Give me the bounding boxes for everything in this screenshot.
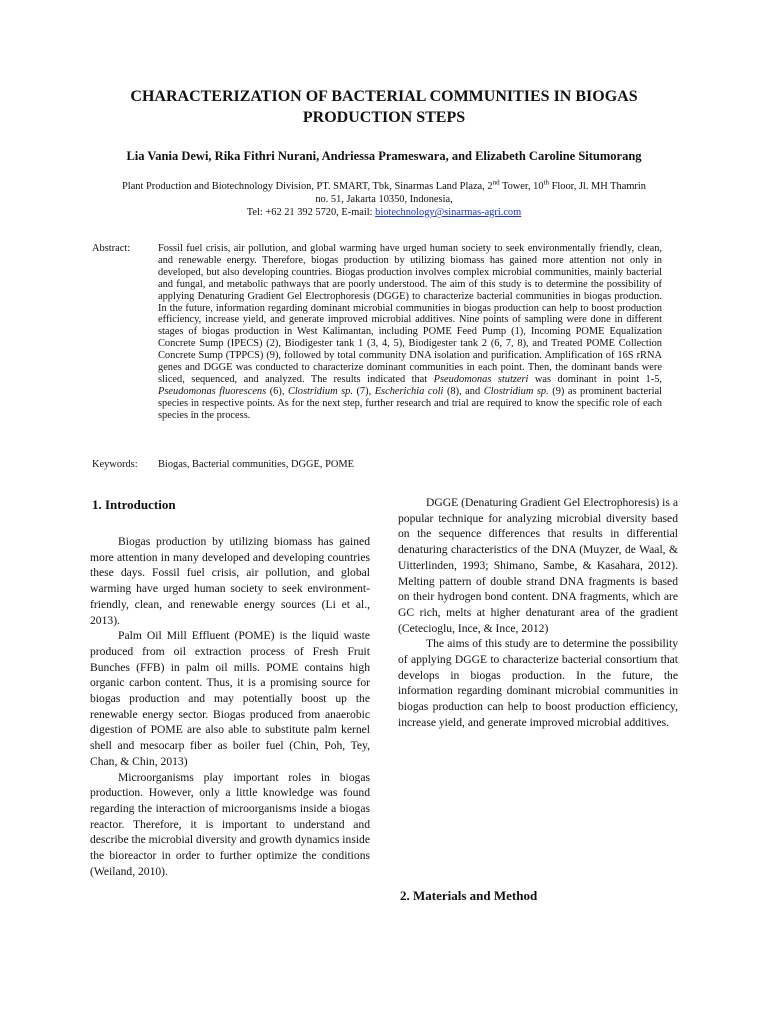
introduction-heading: 1. Introduction <box>92 497 176 512</box>
aims-paragraph: The aims of this study are to determine the possibility of applying DGGE to characterize bacterial consortium that develops in biogas production. In the future, the information regarding dominant microbial communities in biogas production can help to boost production efficiency, increase yield, and generate improved microbial additives. <box>398 637 678 729</box>
paper-title <box>60 86 708 128</box>
email-link[interactable]: biotechnology@sinarmas-agri.com <box>375 207 522 218</box>
keywords-text: Biogas, Bacterial communities, DGGE, POME <box>158 459 354 470</box>
abstract-text: Fossil fuel crisis, air pollution, and global warming have urged human society to seek environmentally friendly, clean, and renewable energy. Therefore, biogas production by utilizing biomass has gained more attention not only in developed, but also developing countries. Biogas production involves complex microbial communities, mainly bacterial and fungal, and metabolic pathways that are poorly understood. The aim of this study is to determine the possibility of applying Denaturing Gradient Gel Electrophoresis (DGGE) to characterize bacterial communities in biogas production. In the future, information regarding dominant microbial communities in biogas production can help to boost production efficiency, increase yield, and generate improved microbial additives. Nine points of sampling were done in different stages of biogas production in West Kalimantan, including POME Feed Pump (1), Incoming POME Equalization Concrete Sump (IPECS) (2), Biodigester tank 1 (3, 4, 5), Biodigester tank 2 (6, 7, 8), and Treated POME Collection Concrete Sump (TPPCS) (9), followed by total community DNA isolation and purification. Amplification of 16S rRNA genes and DGGE was conducted to characterize dominant communities in each point. Then, the dominant bands were sliced, sequenced, and analyzed. The results indicated that Pseudomonas stutzeri was dominant in point 1-5, Pseudomonas fluorescens (6), Clostridium sp. (7), Escherichia coli (8), and Clostridium sp. (9) as prominent bacterial species in respective points. As for the next step, further research and trial are required to know the specific role of each species in the process. <box>158 243 663 421</box>
affiliation-line-2: no. 51, Jakarta 10350, Indonesia, <box>315 194 453 205</box>
title-line-2: PRODUCTION STEPS <box>302 109 466 126</box>
abstract-label: Abstract: <box>92 243 131 254</box>
methods-heading: 2. Materials and Method <box>400 888 538 903</box>
author-list: Lia Vania Dewi, Rika Fithri Nurani, Andriessa Prameswara, and Elizabeth Caroline Situmorang <box>126 149 642 163</box>
affiliation-line-1: Plant Production and Biotechnology Division, PT. SMART, Tbk, Sinarmas Land Plaza, 2nd Tower, 10th Floor, Jl. MH Thamrin <box>122 178 646 192</box>
intro-paragraph-1: Biogas production by utilizing biomass has gained more attention in many developed and developing countries these days. Fossil fuel crisis, air pollution, and global warming have urged human society to seek environment-friendly, clean, and renewable energy sources (Li et al., 2013). <box>90 535 370 627</box>
affiliation <box>86 180 682 219</box>
intro-paragraph-3: Microorganisms play important roles in biogas production. However, only a little knowledge was found regarding the interaction of microorganisms inside a biogas reactor. Therefore, it is important to understand and describe the microbial diversity and growth dynamics inside the bioreactor in order to further optimize the conditions (Weiland, 2010). <box>90 770 370 878</box>
dgge-paragraph: DGGE (Denaturing Gradient Gel Electrophoresis) is a popular technique for analyzing microbial diversity based on the sequence differences that results in differential denaturing characteristics of the DNA (Muyzer, de Waal, & Uitterlinden, 1993; Shimano, Sambe, & Kasahara, 2012). Melting pattern of double strand DNA fragments is based on their hydrogen bond content. DNA fragments, which are GC rich, melts at higher denaturant area of the gradient (Cetecioglu, Ince, & Ince, 2012) <box>398 496 678 635</box>
intro-paragraph-2: Palm Oil Mill Effluent (POME) is the liquid waste produced from oil extraction process of Fresh Fruit Bunches (FFB) in palm oil mills. POME contains high organic carbon content. Thus, it is a promising source for biogas production and may potentially boost up the renewable energy sector. Biogas produced from anaerobic digestion of POME are also able to substitute palm kernel shell and mesocarp fiber as boiler fuel (Chin, Poh, Tey, Chan, & Chin, 2013) <box>90 629 370 768</box>
title-line-1: CHARACTERIZATION OF BACTERIAL COMMUNITIES IN BIOGAS <box>130 88 638 105</box>
left-column <box>90 534 370 879</box>
right-column <box>398 495 678 731</box>
contact-line: Tel: +62 21 392 5720, E-mail: biotechnology@sinarmas-agri.com <box>246 207 522 218</box>
keywords-label: Keywords: <box>92 459 138 470</box>
